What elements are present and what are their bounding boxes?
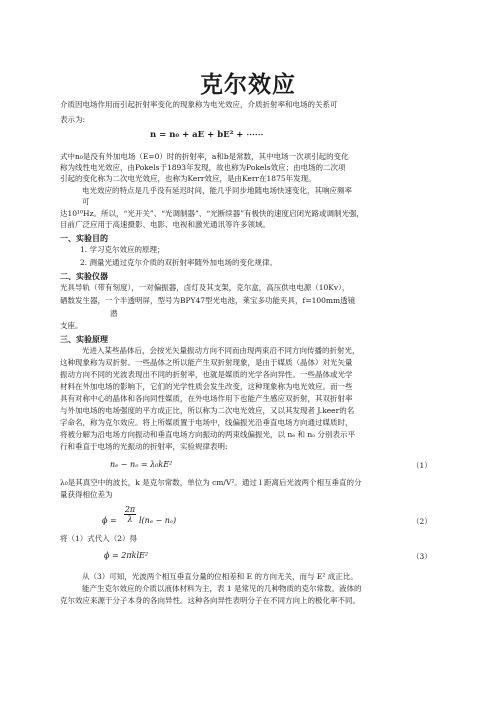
principle-line-5: 具有对称中心的晶体和各向同性媒质，在外电场作用下也能产生感应双折射，其双折射率 — [60, 394, 353, 403]
instruments-line-2: 硒数发生器，一个半透明屏，型号为BPY47型光电池，莱宝多功能夹具，f=100mm透镜 — [60, 296, 356, 305]
para1-line-7: 目前广泛应用于高速摄影、电影、电视和激光通讯等许多领域。 — [60, 220, 270, 229]
para1-line-2: 称为线性电光效应，由Pokels于1893年发现，故也称为Pokels效应；由电场的二次项 — [60, 163, 346, 172]
equation-2-denominator: λ — [127, 515, 133, 524]
closing-line-3: 克尔效应来源于分子本身的各向异性。这种各向异性表明分子在不同方向上的极化率不同。 — [60, 596, 360, 605]
equation-3: ϕ = 2πklE² — [104, 551, 149, 560]
equation-2-numerator: 2π — [124, 505, 136, 514]
principle-line-8: 将被分解为沿电场方向振动和垂直电场方向振动的两束线偏振光，以 nₑ 和 nₒ 分别表示平 — [60, 430, 355, 439]
para1-line-4: 电光效应的特点是几乎没有延迟时间，能几乎同步地随电场快速变化，其响应频率 — [82, 186, 352, 195]
aim-item-2: 2. 测量光通过克尔介质的双折射率随外加电场的变化规律。 — [80, 258, 278, 267]
equation-refractive-index: n = n₀ + aE + bE² + ⋯⋯ — [150, 130, 264, 140]
equation-2-fraction — [123, 505, 137, 524]
equation-1-number: （1） — [412, 461, 432, 470]
equation-2-right: l(nₑ − nₒ) — [139, 516, 177, 525]
aim-item-1: 1. 学习克尔效应的原理； — [80, 245, 165, 254]
after-eq1-line-1: λ₀是其真空中的波长，k 是克尔常数，单位为 cm/V²。通过 l 距离后光波两个相互垂直的分 — [60, 478, 362, 487]
para1-line-6: 达10¹⁰Hz。所以，“光开关”、“光调制器”、“光断续器”有极快的速度启闭光路或调制光强， — [60, 209, 365, 218]
principle-line-2: 这种现象称为双折射。一些晶体之所以能产生双折射现象，是由于媒质（晶体）对光矢量 — [60, 358, 353, 367]
equation-1: nₑ − nₒ = λ₀kE² — [110, 460, 173, 469]
equation-2-left: ϕ = — [102, 516, 117, 525]
section-heading-aims: 一、实验目的 — [60, 233, 108, 243]
para1-line-5: 可 — [82, 197, 90, 206]
instruments-line-1: 光具导轨（带有刻度），一对偏振器，卤灯及其支架，克尔盒，高压供电电源（10Kv）， — [60, 283, 350, 292]
principle-line-9: 行和垂直于电场的光振动的折射率，实验规律表明: — [60, 442, 228, 451]
equation-3-number: （3） — [412, 552, 432, 561]
principle-line-6: 与外加电场的电场强度的平方成正比，所以称为二次电光效应，又以其发现者 J.keer的名 — [60, 406, 355, 415]
principle-line-7: 字命名，称为克尔效应。将上所媒质置于电场中，线偏振光沿垂直电场方向通过媒质时， — [60, 418, 353, 427]
instruments-line-4: 支座。 — [60, 321, 83, 330]
principle-line-4: 材料在外加电场的影响下，它们的光学性质会发生改变，这种现象称为电光效应。而一些 — [60, 382, 353, 391]
para1-line-3: 引起的变化称为二次电光效应，也称为Kerr效应，是由Kerr在1875年发现。 — [60, 174, 316, 183]
principle-line-3: 振动方向不同的光波表现出不同的折射率，也就是媒质的光学各向异性。一些晶体或光学 — [60, 370, 353, 379]
intro-line-2: 表示为: — [60, 115, 86, 124]
page-title: 克尔效应 — [200, 71, 296, 98]
after-eq1-line-2: 量获得相位差为 — [60, 490, 113, 499]
para1-line-1: 式中n₀是没有外加电场（E=0）时的折射率，a和b是常数，其中电场一次项引起的变化 — [60, 152, 349, 161]
instruments-line-3: 潜 — [110, 309, 118, 318]
equation-2-number: （2） — [412, 517, 432, 526]
section-heading-principle: 三、实验原理 — [60, 334, 108, 344]
closing-line-2: 能产生克尔效应的介质以液体材料为主，表 1 是常见的几种物质的克尔常数。液体的 — [82, 584, 362, 593]
closing-line-1: 从（3）可知，光波两个相互垂直分量的位相差和 E 的方向无关，而与 E² 成正比。 — [82, 572, 358, 581]
section-heading-instruments: 二、实验仪器 — [60, 271, 108, 281]
substitution-line: 将（1）式代入（2）得 — [60, 534, 138, 543]
intro-line-1: 介质因电场作用而引起折射率变化的现象称为电光效应，介质折射率和电场的关系可 — [60, 100, 338, 109]
principle-line-1: 光进入某些晶体后，会按光矢量振动方向不同而由现两束沿不同方向传播的折射光， — [82, 346, 360, 355]
